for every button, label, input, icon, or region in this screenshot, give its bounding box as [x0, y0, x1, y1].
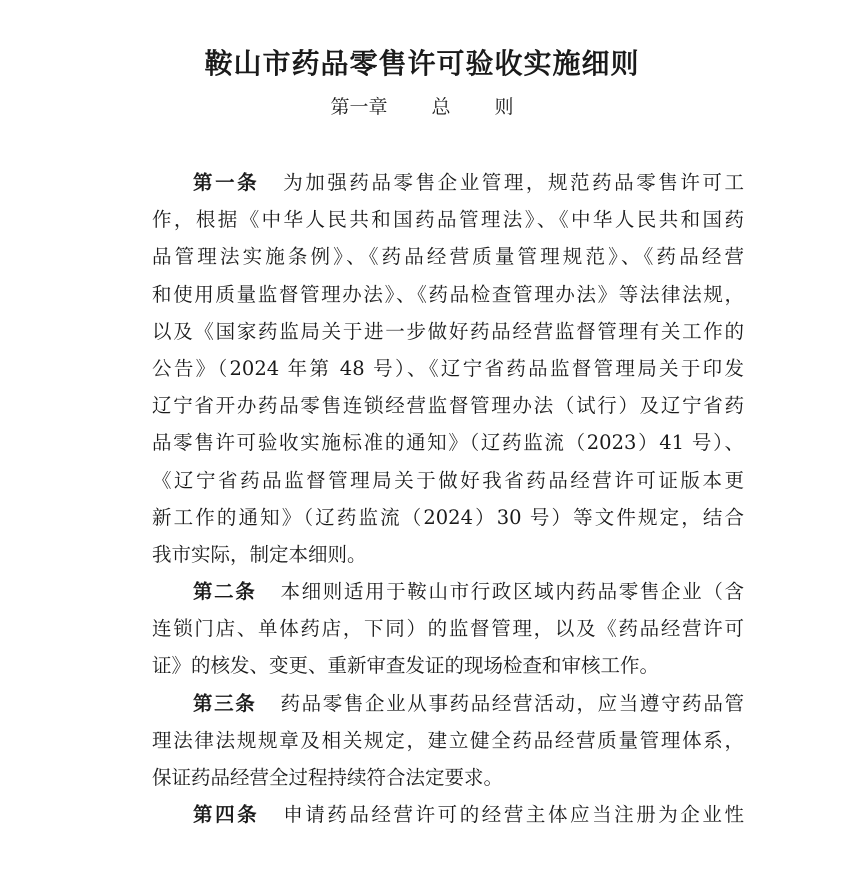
article-text: 本细则适用于鞍山市行政区域内药品零售企业（含	[280, 580, 744, 604]
article-line: 辽宁省开办药品零售连锁经营监督管理办法（试行）及辽宁省药	[152, 394, 744, 418]
document-title: 鞍山市药品零售许可验收实施细则	[204, 47, 640, 80]
chapter-name-part1: 总	[431, 96, 451, 118]
article-line: 《辽宁省药品监督管理局关于做好我省药品经营许可证版本更	[152, 468, 744, 492]
article-line: 证》的核发、变更、重新审查发证的现场检查和审核工作。	[152, 654, 660, 678]
article-line: 公告》（2024 年第 48 号）、《辽宁省药品监督管理局关于印发	[152, 356, 744, 380]
document-body	[152, 164, 744, 833]
article-text: 药品零售企业从事药品经营活动，应当遵守药品管	[280, 691, 744, 715]
article-label: 第二条	[193, 580, 257, 604]
article-3	[152, 685, 744, 797]
chapter-number: 第一章	[330, 96, 388, 118]
article-line: 连锁门店、单体药店，下同）的监督管理，以及《药品经营许可	[152, 617, 744, 641]
article-line	[152, 164, 744, 201]
article-line: 我市实际，制定本细则。	[152, 542, 367, 566]
article-label: 第一条	[193, 171, 260, 194]
article-2	[152, 573, 744, 685]
article-line: 品零售许可验收实施标准的通知》（辽药监流（2023）41 号）、	[152, 431, 744, 455]
chapter-name-part2: 则	[494, 96, 514, 118]
chapter-heading	[0, 92, 844, 122]
article-line: 品管理法实施条例》、《药品经营质量管理规范》、《药品经营	[152, 245, 744, 269]
article-line: 作，根据《中华人民共和国药品管理法》、《中华人民共和国药	[152, 208, 744, 232]
article-label: 第三条	[193, 691, 257, 715]
article-label: 第四条	[193, 803, 260, 827]
article-line	[152, 573, 744, 610]
article-line: 新工作的通知》（辽药监流（2024）30 号）等文件规定，结合	[152, 505, 744, 529]
article-line: 和使用质量监督管理办法》、《药品检查管理办法》等法律法规，	[152, 282, 744, 306]
article-line: 保证药品经营全过程持续符合法定要求。	[152, 766, 504, 789]
article-line	[152, 796, 744, 833]
article-4	[152, 796, 744, 833]
article-text: 为加强药品零售企业管理，规范药品零售许可工	[283, 171, 744, 194]
article-line: 以及《国家药监局关于进一步做好药品经营监督管理有关工作的	[152, 319, 744, 343]
article-1	[152, 164, 744, 573]
article-text: 申请药品经营许可的经营主体应当注册为企业性	[283, 803, 744, 827]
article-line: 理法律法规规章及相关规定，建立健全药品经营质量管理体系，	[152, 728, 744, 752]
article-line	[152, 685, 744, 722]
